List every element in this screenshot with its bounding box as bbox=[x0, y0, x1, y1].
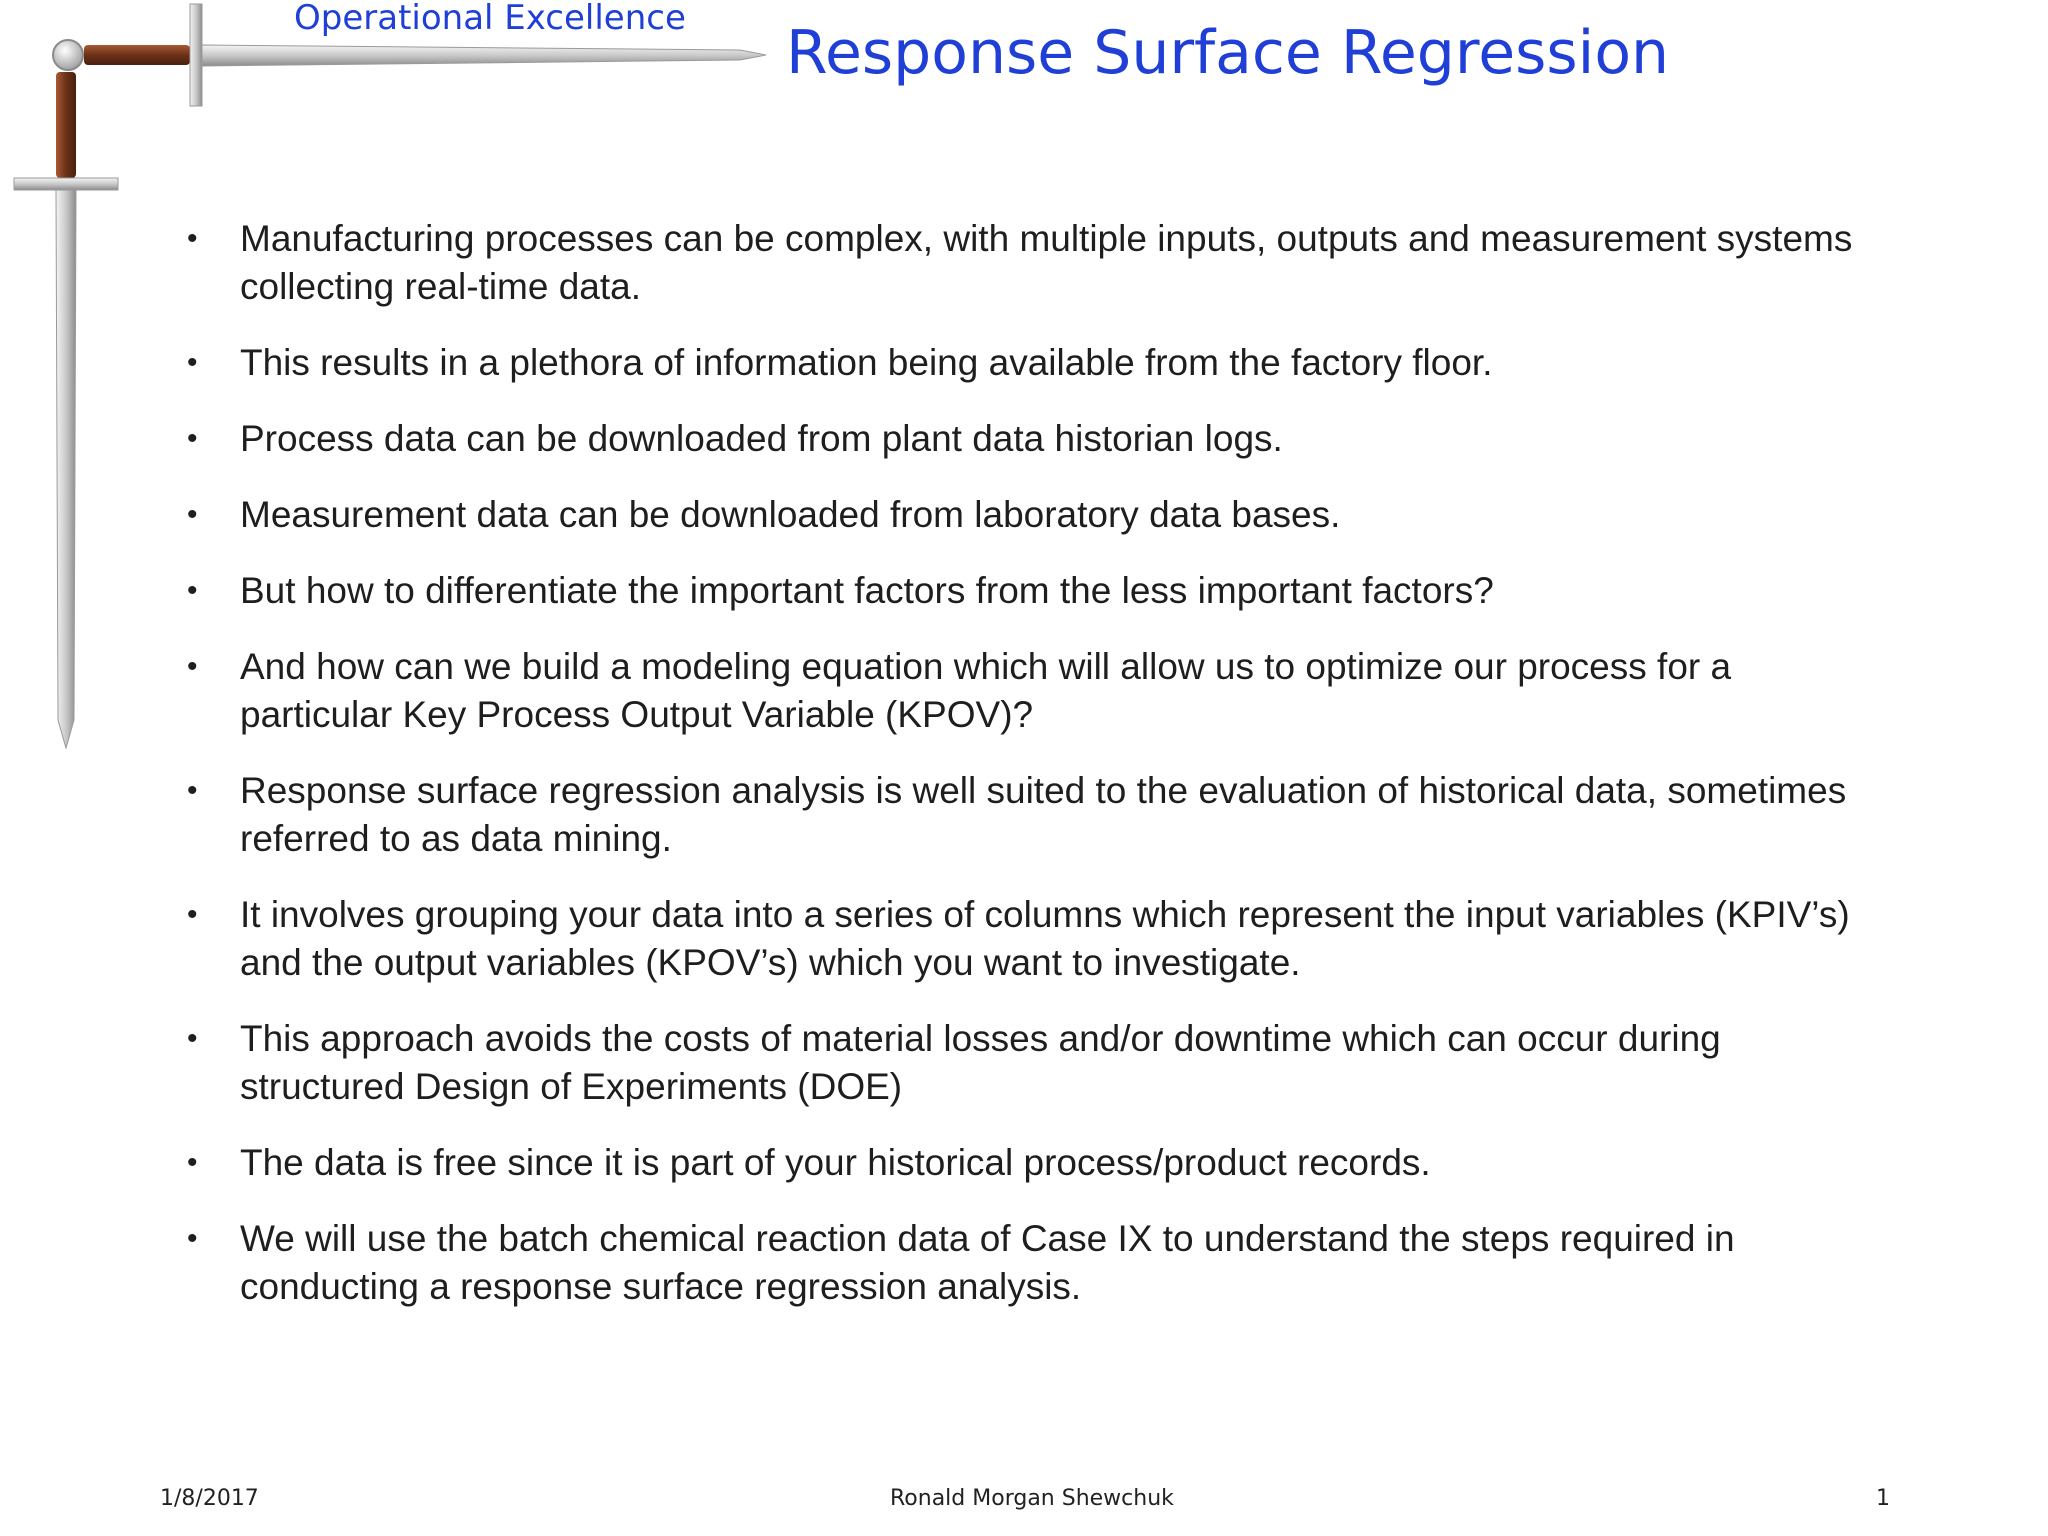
list-item: • But how to differentiate the important factors from the less important factors? bbox=[182, 567, 1882, 615]
brand-label: Operational Excellence bbox=[294, 0, 686, 38]
page-number: 1 bbox=[1876, 1486, 1890, 1511]
list-item: • This results in a plethora of information being available from the factory floor. bbox=[182, 339, 1882, 387]
list-item: • This approach avoids the costs of material losses and/or downtime which can occur during structured Design of Experiments (DOE) bbox=[182, 1015, 1882, 1111]
list-item: • And how can we build a modeling equation which will allow us to optimize our process for a particular Key Process Output Variable (KPOV)? bbox=[182, 643, 1882, 739]
list-item: • It involves grouping your data into a series of columns which represent the input variables (KPIV’s) and the output variables (KPOV’s) which you want to investigate. bbox=[182, 891, 1882, 987]
list-item: • Response surface regression analysis is well suited to the evaluation of historical data, sometimes referred to as data mining. bbox=[182, 767, 1882, 863]
list-item: • We will use the batch chemical reaction data of Case IX to understand the steps required in conducting a response surface regression analysis. bbox=[182, 1215, 1882, 1311]
footer-date: 1/8/2017 bbox=[160, 1486, 259, 1511]
footer-author: Ronald Morgan Shewchuk bbox=[890, 1486, 1174, 1511]
list-item: • Process data can be downloaded from plant data historian logs. bbox=[182, 415, 1882, 463]
bullet-list bbox=[182, 215, 1882, 1339]
list-item: • Measurement data can be downloaded from laboratory data bases. bbox=[182, 491, 1882, 539]
list-item: • The data is free since it is part of your historical process/product records. bbox=[182, 1139, 1882, 1187]
list-item: • Manufacturing processes can be complex, with multiple inputs, outputs and measurement systems collecting real-time data. bbox=[182, 215, 1882, 311]
page-title: Response Surface Regression bbox=[786, 18, 1670, 88]
